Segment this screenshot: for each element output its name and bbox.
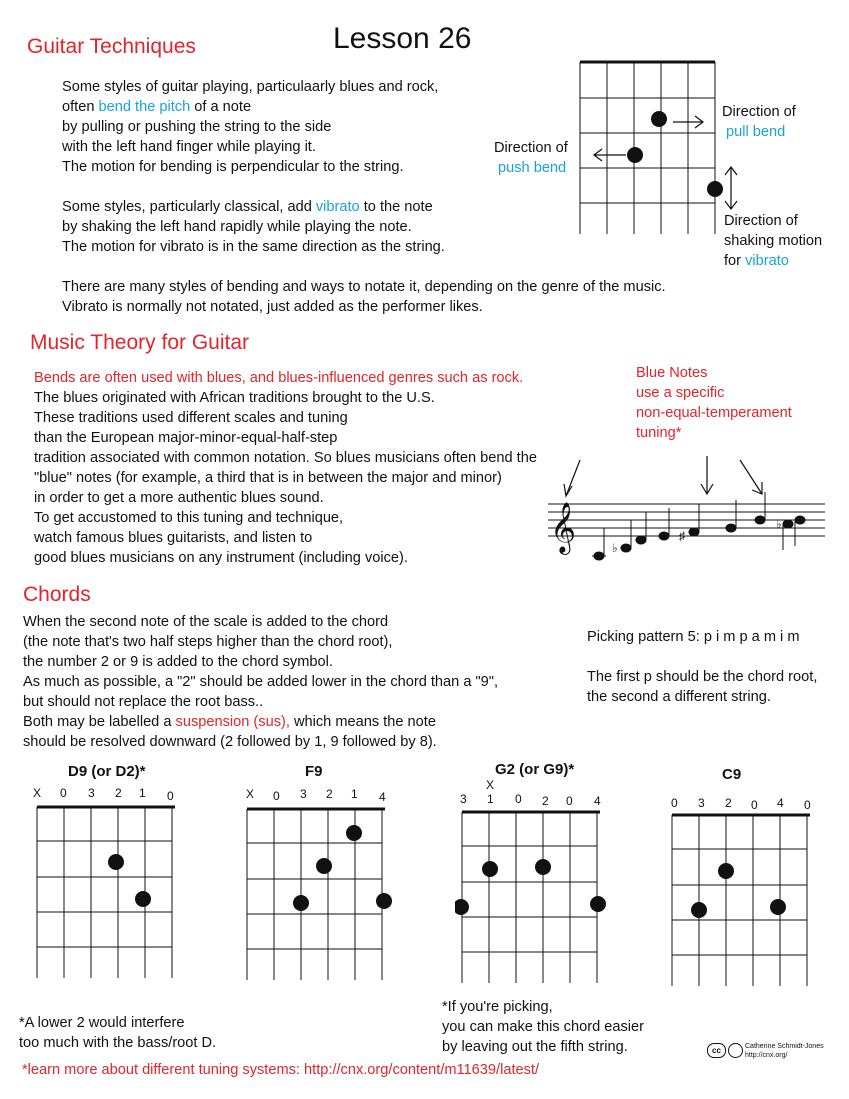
text-line: *If you're picking,	[442, 999, 553, 1015]
label-line: push bend	[498, 160, 567, 176]
theory-text	[34, 368, 537, 568]
chords-text	[23, 612, 498, 752]
shaking-motion-label	[724, 211, 822, 271]
label-line: use a specific	[636, 385, 725, 401]
text-line: with the left hand finger while playing it.	[62, 139, 316, 155]
text-line: by leaving out the fifth string.	[442, 1039, 628, 1055]
finger-dot	[482, 861, 498, 877]
bend-term: bend the pitch	[98, 99, 191, 115]
chord-diagram-g2	[455, 805, 615, 985]
string-label: 3	[88, 786, 95, 800]
label-line: tuning*	[636, 425, 682, 441]
string-label: 3	[460, 792, 467, 806]
picking-pattern-text	[587, 627, 817, 707]
label-line: non-equal-temperament	[636, 405, 792, 421]
cc-license-icon: cc	[707, 1043, 726, 1058]
text-line: than the European major-minor-equal-half-step	[34, 430, 338, 446]
text-line: in order to get a more authentic blues sound.	[34, 490, 324, 506]
text-line: the second a different string.	[587, 689, 771, 705]
text-line: When the second note of the scale is added to the chord	[23, 614, 389, 630]
string-label: 4	[594, 794, 601, 808]
finger-dot	[455, 899, 469, 915]
heading-chords: Chords	[23, 583, 91, 606]
string-label: 2	[725, 796, 732, 810]
credit-name: Catherine Schmidt-Jones	[745, 1043, 824, 1050]
pull-bend-label	[722, 102, 796, 142]
push-bend-label	[494, 138, 568, 178]
finger-dot	[293, 895, 309, 911]
string-label: 0	[167, 789, 174, 803]
text-line: *A lower 2 would interfere	[19, 1015, 185, 1031]
text-line: the number 2 or 9 is added to the chord symbol.	[23, 654, 333, 670]
label-line: Direction of	[724, 213, 798, 229]
text-line: Bends are often used with blues, and blues-influenced genres such as rock.	[34, 370, 524, 386]
text-line: good blues musicians on any instrument (including voice).	[34, 550, 408, 566]
text-line: The motion for vibrato is in the same direction as the string.	[62, 239, 445, 255]
text-span: often	[62, 99, 99, 115]
text-span: Some styles, particularly classical, add	[62, 199, 316, 215]
finger-dot	[316, 858, 332, 874]
text-line: The first p should be the chord root,	[587, 669, 818, 685]
text-line: too much with the bass/root D.	[19, 1035, 217, 1051]
muted-string-mark: X	[486, 778, 495, 792]
string-label: 3	[300, 787, 307, 801]
string-label: 0	[804, 798, 811, 812]
text-line: should be resolved downward (2 followed by 1, 9 followed by 8).	[23, 734, 437, 750]
string-label: 1	[139, 786, 146, 800]
text-span: Both may be labelled a	[23, 714, 176, 730]
string-label: 1	[487, 792, 494, 806]
finger-dot	[108, 854, 124, 870]
double-arrow-icon	[720, 163, 742, 213]
finger-dot	[691, 902, 707, 918]
text-line: you can make this chord easier	[442, 1019, 644, 1035]
heading-music-theory: Music Theory for Guitar	[30, 331, 250, 354]
string-label: 2	[542, 794, 549, 808]
text-line: The motion for bending is perpendicular to the string.	[62, 159, 404, 175]
svg-text:♯: ♯	[679, 529, 685, 543]
label-line: Direction of	[494, 140, 568, 156]
svg-text:♭: ♭	[776, 517, 782, 531]
text-line: Vibrato is normally not notated, just added as the performer likes.	[62, 299, 483, 315]
text-line: but should not replace the root bass..	[23, 694, 264, 710]
string-label: 0	[751, 798, 758, 812]
chord-diagram-f9	[240, 802, 400, 982]
label-line: Blue Notes	[636, 365, 708, 381]
label-line	[724, 251, 822, 271]
note-head	[594, 552, 604, 560]
string-label: 4	[777, 796, 784, 810]
string-label: 1	[351, 787, 358, 801]
label-line: Direction of	[722, 104, 796, 120]
text-line: Some styles of guitar playing, particulaarly blues and rock,	[62, 79, 439, 95]
string-label: 2	[326, 787, 333, 801]
string-label: 0	[60, 786, 67, 800]
string-label: X	[33, 786, 42, 800]
text-line: by pulling or pushing the string to the side	[62, 119, 332, 135]
chord-name: D9 (or D2)*	[68, 763, 146, 780]
vibrato-term: vibrato	[745, 253, 789, 269]
text-line: by shaking the left hand rapidly while playing the note.	[62, 219, 412, 235]
finger-dot	[590, 896, 606, 912]
finger-dot	[376, 893, 392, 909]
string-label: X	[246, 787, 255, 801]
string-label: 0	[566, 794, 573, 808]
blue-notes-label	[636, 363, 792, 443]
chord-name: C9	[722, 766, 742, 783]
attribution-icon	[728, 1043, 743, 1058]
text-span: of a note	[190, 99, 252, 115]
string-label: 4	[379, 790, 386, 804]
finger-dot	[135, 891, 151, 907]
text-line	[23, 712, 498, 732]
arrow-right-icon	[665, 110, 710, 134]
text-line: As much as possible, a "2" should be added lower in the chord than a "9",	[23, 674, 499, 690]
string-label: 0	[671, 796, 678, 810]
text-span: which means the note	[289, 714, 436, 730]
chord-name: G2 (or G9)*	[495, 761, 575, 778]
text-span: for	[724, 253, 746, 269]
svg-text:♭: ♭	[612, 541, 618, 555]
text-line: watch famous blues guitarists, and listen to	[34, 530, 313, 546]
text-line: To get accustomed to this tuning and technique,	[34, 510, 344, 526]
g-footnote	[442, 997, 644, 1057]
blue-notes-staff	[540, 450, 830, 570]
string-label: 0	[273, 789, 280, 803]
arrow-left-icon	[588, 143, 633, 167]
text-line: Picking pattern 5: p i m p a m i m	[587, 629, 800, 645]
chord-name: F9	[305, 763, 323, 780]
finger-dot	[535, 859, 551, 875]
d9-footnote	[19, 1013, 216, 1053]
chord-diagram-c9	[665, 808, 825, 988]
text-span: to the note	[359, 199, 433, 215]
label-line: pull bend	[726, 124, 786, 140]
chord-string-labels	[246, 787, 396, 803]
finger-dot	[718, 863, 734, 879]
text-line: (the note that's two half steps higher than the chord root),	[23, 634, 393, 650]
string-label: 3	[698, 796, 705, 810]
text-line: The blues originated with African traditions brought to the U.S.	[34, 390, 435, 406]
heading-guitar-techniques: Guitar Techniques	[27, 35, 196, 58]
finger-dot	[770, 899, 786, 915]
text-line: These traditions used different scales and tuning	[34, 410, 348, 426]
text-line: There are many styles of bending and ways to notate it, depending on the genre of the music.	[62, 279, 666, 295]
finger-dot	[346, 825, 362, 841]
label-line: shaking motion	[724, 233, 823, 249]
string-label: 0	[515, 792, 522, 806]
page-title: Lesson 26	[333, 22, 472, 55]
text-line: tradition associated with common notation. So blues musicians often bend the	[34, 450, 537, 466]
suspension-term: suspension (sus),	[175, 714, 290, 730]
credit-url[interactable]: http://cnx.org/	[745, 1052, 788, 1059]
string-label: 2	[115, 786, 122, 800]
tuning-link[interactable]: *learn more about different tuning systems: http://cnx.org/content/m11639/latest/	[22, 1062, 540, 1078]
chord-diagram-d9	[30, 800, 190, 980]
vibrato-term: vibrato	[315, 199, 360, 215]
text-line: "blue" notes (for example, a third that is in between the major and minor)	[34, 470, 502, 486]
treble-clef-icon: 𝄞	[550, 503, 577, 552]
